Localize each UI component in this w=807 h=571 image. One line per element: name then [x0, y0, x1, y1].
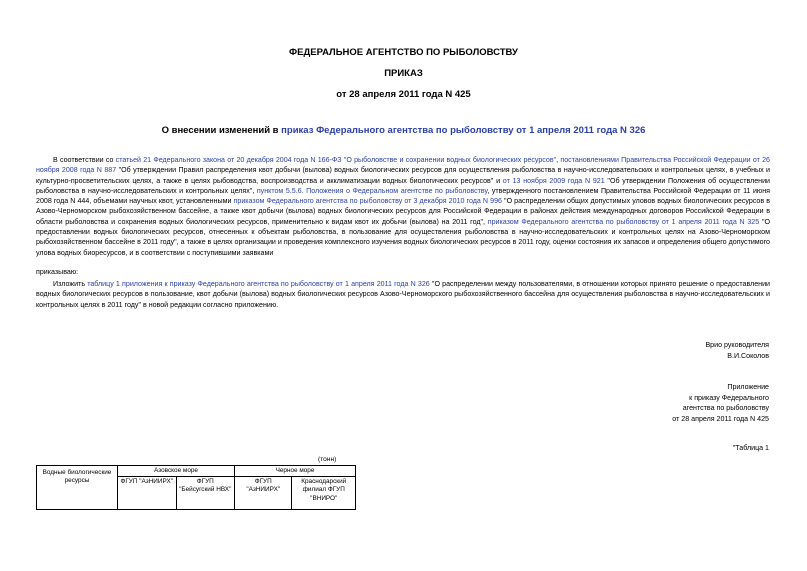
preamble-text-2: , — [556, 156, 561, 164]
header-black-sea: Черное море — [235, 466, 356, 477]
unit-label: (тонн) — [318, 456, 337, 463]
table-1-link[interactable]: таблицу 1 приложения к приказу Федерального агентства по рыболовству от 1 апреля 2011 года N 326 — [87, 280, 430, 288]
order-item-text-1: Изложить — [53, 280, 88, 288]
order-996-link[interactable]: приказом Федерального агентства по рыболовству от 3 декабря 2010 года N 996 — [233, 197, 502, 206]
order-item-text-2: "О распределении между пользователями, в отношении которых принято решение о предоставлении водных биологических ресурсов в пользование, квот добычи (вылова) водных биологических ресурсов Азово-Черноморского рыбохозяйственного бассейна для осуществления рыболовства в научно-исследовательских и контрольных целях в 2011 году" в новой редакции согласно приложению. — [36, 280, 770, 309]
quota-table — [36, 465, 356, 510]
resolution-887-link[interactable]: постановлениями Правительства Российской Федерации от 26 ноября 2008 года N 887 — [36, 156, 770, 175]
appendix-line-1: Приложение — [727, 383, 769, 391]
preamble-text-5: , утвержденного постановлением Правительства Российской Федерации от 11 июня 2008 года N 444, объемами научных квот, установленными — [36, 186, 770, 206]
header-beysug: ФГУП "Бейсугский НВХ" — [176, 477, 235, 510]
appendix-line-4: от 28 апреля 2011 года N 425 — [672, 414, 769, 423]
header-azov-sea: Азовское море — [118, 466, 235, 477]
preamble-text-6: "О распределении общих допустимых уловов водных биологических ресурсов в Азово-Черноморском рыбохозяйственном бассейне, а также квот добычи (вылова) водных биологических ресурсов для Российской Федерации в районах действия международных договоров Российской Федерации в области рыболовства и сохранения водных биологических ресурсов, применительно к видам квот их добычи (вылова) на 2011 год", — [36, 197, 770, 226]
header-krasnodar-vniro: Краснодарский филиал ФГУП "ВНИРО" — [292, 477, 356, 510]
order-word: приказываю: — [36, 268, 79, 276]
resolution-921-link[interactable]: от 13 ноября 2009 года N 921 — [502, 176, 605, 185]
document-title — [0, 125, 807, 136]
appendix-line-2: к приказу Федерального — [689, 393, 769, 402]
law-link[interactable]: статьей 21 Федерального закона от 20 декабря 2004 года N 166-ФЗ "О рыболовстве и сохранении водных биологических ресурсов" — [115, 156, 557, 164]
order-item-paragraph — [36, 279, 770, 310]
signature-position: Врио руководителя — [705, 341, 769, 349]
signature-block — [705, 340, 769, 361]
header-azniirh-azov: ФГУП "АзНИИРХ" — [118, 477, 177, 510]
preamble-text-1: В соответствии со — [53, 156, 116, 164]
header-resources: Водные биологические ресурсы — [37, 466, 118, 510]
title-prefix: О внесении изменений в — [161, 125, 282, 136]
table-label: "Таблица 1 — [732, 444, 769, 452]
regulation-link[interactable]: пунктом 5.5.6. Положения о Федеральном агентстве по рыболовству — [256, 186, 488, 195]
appendix-block — [672, 382, 769, 424]
doc-type-heading: ПРИКАЗ — [384, 68, 423, 79]
order-325-link[interactable]: приказом Федерального агентства по рыболовству от 1 апреля 2011 года N 325 — [487, 217, 760, 226]
preamble-text-4: "Об утверждении Положения об осуществлении рыболовства в научно-исследовательских и контрольных целях", — [36, 176, 770, 195]
preamble-paragraph — [36, 155, 770, 258]
appendix-line-3: агентства по рыболовству — [682, 404, 769, 412]
signature-name: В.И.Соколов — [727, 351, 769, 360]
preamble-text-3: "Об утверждении Правил распределения квот добычи (вылова) водных биологических ресурсов для осуществления рыболовства в научно-исследовательских и контрольных целях, в учебных и культурно-просветительских целях, а также в целях рыбоводства, воспроизводства и акклиматизации водных биологических ресурсов" и — [36, 166, 771, 185]
date-number-heading: от 28 апреля 2011 года N 425 — [336, 89, 471, 100]
title-link[interactable]: приказ Федерального агентства по рыболовству от 1 апреля 2011 года N 326 — [281, 125, 646, 136]
preamble-text-7: "О предоставлении водных биологических ресурсов, отнесенных к объектам рыболовства, в пользование для осуществления рыболовства в научно-исследовательских и контрольных целях на Азово-Черноморском рыбохозяйственном бассейне в 2011 году", а также в целях организации и проведения комплексного изучения водных биологических ресурсов в 2011 году, оценки состояния их запасов и определения общего допустимого улова водных биоресурсов, и в соответствии с поступившими заявками — [36, 217, 770, 257]
agency-heading: ФЕДЕРАЛЬНОЕ АГЕНТСТВО ПО РЫБОЛОВСТВУ — [289, 47, 518, 58]
header-azniirh-black: ФГУП "АзНИИРХ" — [235, 477, 292, 510]
